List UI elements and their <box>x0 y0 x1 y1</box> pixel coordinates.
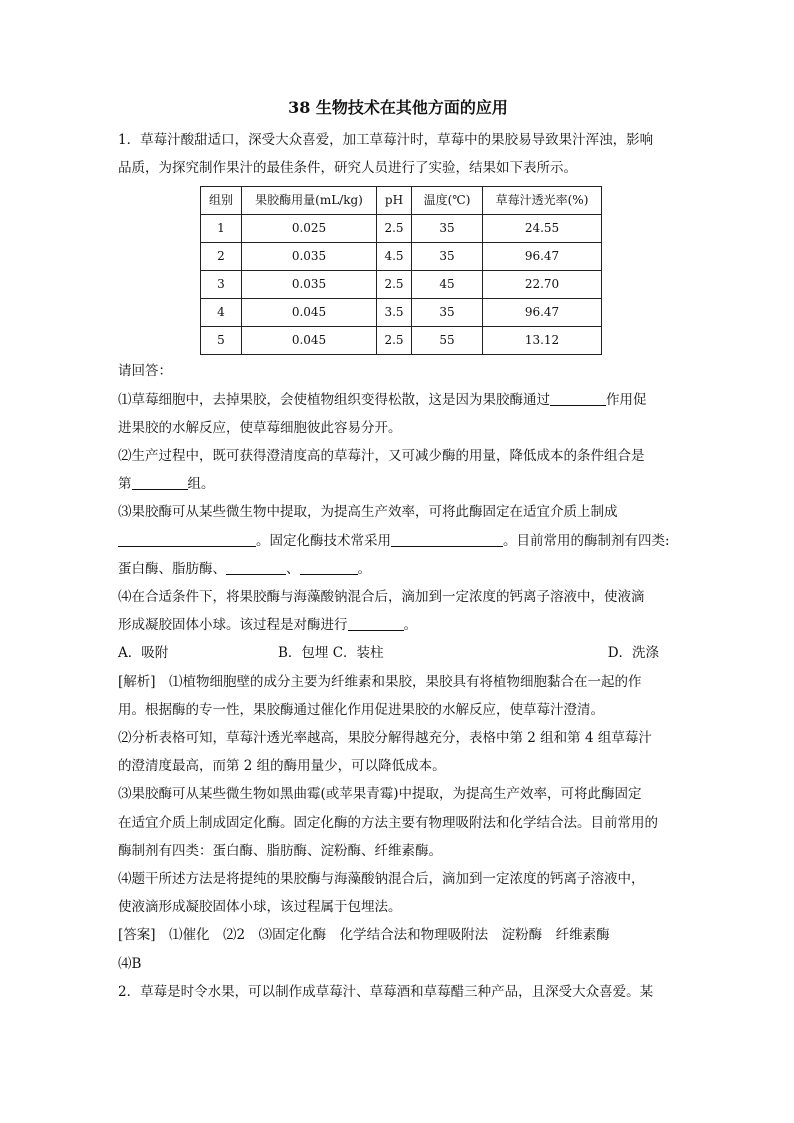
question-2-stem <box>118 978 678 1006</box>
text: ⑴草莓细胞中，去掉果胶，会使植物组织变得松散，这是因为果胶酶通过 <box>118 391 550 408</box>
table-cell: 1 <box>201 215 242 243</box>
sub-question-3-line-1: ⑶果胶酶可从某些微生物中提取，为提高生产效率，可将此酶固定在适宜介质上制成 <box>118 504 618 521</box>
stem-line-2: 品质，为探究制作果汁的最佳条件，研究人员进行了实验，结果如下表所示。 <box>118 160 577 177</box>
table-cell: 2.5 <box>377 215 412 243</box>
header-transmittance: 草莓汁透光率(%) <box>483 187 602 215</box>
sub-question-3 <box>118 498 678 583</box>
sub-question-4-line-2 <box>118 611 678 639</box>
sub-question-4-line-1: ⑷在合适条件下，将果胶酶与海藻酸钠混合后，滴加到一定浓度的钙离子溶液中，使液滴 <box>118 589 645 606</box>
table-row <box>201 271 602 299</box>
table-cell: 3 <box>201 271 242 299</box>
sub-question-3-line-3 <box>118 555 678 583</box>
answer <box>118 921 678 977</box>
table-cell: 24.55 <box>483 215 602 243</box>
option-a[interactable]: A．吸附 <box>118 645 169 662</box>
text: 。目前常用的酶制剂有四类: <box>503 532 670 549</box>
ask-label: 请回答： <box>118 363 172 380</box>
answer-blank[interactable] <box>348 614 404 631</box>
answer-blank[interactable] <box>550 389 606 406</box>
analysis-line: 在适宜介质上制成固定化酶。固定化酶的方法主要有物理吸附法和化学结合法。目前常用的 <box>118 814 658 831</box>
stem-line-1: 1．草莓汁酸甜适口，深受大众喜爱，加工草莓汁时，草莓中的果胶易导致果汁浑浊，影响 <box>118 132 654 148</box>
analysis-line: 用。根据酶的专一性，果胶酶通过催化作用促进果胶的水解反应，使草莓汁澄清。 <box>118 701 604 718</box>
text: 、 <box>286 560 300 577</box>
table-cell: 5 <box>201 327 242 355</box>
sub-question-2-line-1: ⑵生产过程中，既可获得澄清度高的草莓汁，又可减少酶的用量，降低成本的条件组合是 <box>118 448 645 465</box>
answer-line-1: [答案] ⑴催化 ⑵2 ⑶固定化酶 化学结合法和物理吸附法 淀粉酶 纤维素酶 <box>118 927 610 944</box>
table-cell: 35 <box>412 215 483 243</box>
table-cell: 2.5 <box>377 327 412 355</box>
text: 作用促 <box>606 391 647 408</box>
text: 形成凝胶固体小球。该过程是对酶进行 <box>118 617 348 634</box>
header-temperature: 温度(℃) <box>412 187 483 215</box>
table-row <box>201 327 602 355</box>
table-cell: 0.035 <box>242 243 377 271</box>
text: 。 <box>357 560 371 577</box>
answer-blank[interactable] <box>132 473 188 490</box>
table-cell: 0.045 <box>242 327 377 355</box>
option-b[interactable]: B．包埋 <box>278 645 329 662</box>
sub-question-2-line-2 <box>118 470 678 498</box>
table-cell: 22.70 <box>483 271 602 299</box>
analysis-line: 酶制剂有四类：蛋白酶、脂肪酶、淀粉酶、纤维素酶。 <box>118 842 442 859</box>
option-d[interactable]: D．洗涤 <box>607 645 660 662</box>
table-cell: 4 <box>201 299 242 327</box>
analysis-line: [解析] ⑴植物细胞壁的成分主要为纤维素和果胶，果胶具有将植物细胞黏合在一起的作 <box>118 673 642 690</box>
table-cell: 35 <box>412 243 483 271</box>
table-row <box>201 299 602 327</box>
analysis-line: ⑵分析表格可知，草莓汁透光率越高，果胶分解得越充分，表格中第 2 组和第 4 组草莓汁 <box>118 730 652 747</box>
table-cell: 0.025 <box>242 215 377 243</box>
question-1-stem <box>118 126 678 182</box>
table-cell: 4.5 <box>377 243 412 271</box>
table-cell: 96.47 <box>483 299 602 327</box>
sub-question-3-line-2 <box>118 527 678 555</box>
table-cell: 96.47 <box>483 243 602 271</box>
table-cell: 0.045 <box>242 299 377 327</box>
options-row-1 <box>118 639 328 667</box>
analysis-line: ⑷题干所述方法是将提纯的果胶酶与海藻酸钠混合后，滴加到一定浓度的钙离子溶液中， <box>118 871 645 888</box>
question-2-line-1: 2．草莓是时令水果，可以制作成草莓汁、草莓酒和草莓醋三种产品，且深受大众喜爱。某 <box>118 983 654 1000</box>
table-cell: 2.5 <box>377 271 412 299</box>
table-cell: 3.5 <box>377 299 412 327</box>
table-cell: 2 <box>201 243 242 271</box>
table-header-row <box>201 187 602 215</box>
page-title: 38 生物技术在其他方面的应用 <box>288 98 508 117</box>
document-page <box>118 94 678 1006</box>
table-cell: 0.035 <box>242 271 377 299</box>
table-cell: 45 <box>412 271 483 299</box>
sub-question-4 <box>118 583 678 639</box>
answer-blank[interactable] <box>118 530 256 547</box>
experiment-table <box>200 186 602 355</box>
header-enzyme-dose: 果胶酶用量(mL/kg) <box>242 187 377 215</box>
table-cell: 35 <box>412 299 483 327</box>
header-group: 组别 <box>201 187 242 215</box>
answer-blank[interactable] <box>300 558 358 575</box>
sub-question-1 <box>118 386 678 442</box>
text: 。 <box>403 617 417 634</box>
analysis-line: ⑶果胶酶可从某些微生物如黑曲霉(或苹果青霉)中提取，为提高生产效率，可将此酶固定 <box>118 786 642 803</box>
sub-question-1-line-2: 进果胶的水解反应，使草莓细胞彼此容易分开。 <box>118 419 402 436</box>
text: 。固定化酶技术常采用 <box>256 532 391 549</box>
table-cell: 13.12 <box>483 327 602 355</box>
text: 第 <box>118 476 132 493</box>
sub-question-2 <box>118 442 678 498</box>
options <box>118 639 678 667</box>
table-row <box>201 243 602 271</box>
header-ph: pH <box>377 187 412 215</box>
analysis <box>118 668 678 922</box>
table-cell: 55 <box>412 327 483 355</box>
analysis-line: 的澄清度最高，而第 2 组的酶用量少，可以降低成本。 <box>118 758 446 775</box>
answer-blank[interactable] <box>391 530 503 547</box>
options-row-2 <box>333 639 659 667</box>
text: 组。 <box>187 476 215 493</box>
answer-blank[interactable] <box>226 558 286 575</box>
text: 蛋白酶、脂肪酶、 <box>118 560 226 577</box>
answer-line-2: ⑷B <box>118 955 142 972</box>
sub-question-1-line-1 <box>118 386 678 414</box>
table-row <box>201 215 602 243</box>
option-c[interactable]: C．装柱 <box>332 645 384 662</box>
analysis-line: 使液滴形成凝胶固体小球，该过程属于包埋法。 <box>118 899 402 916</box>
